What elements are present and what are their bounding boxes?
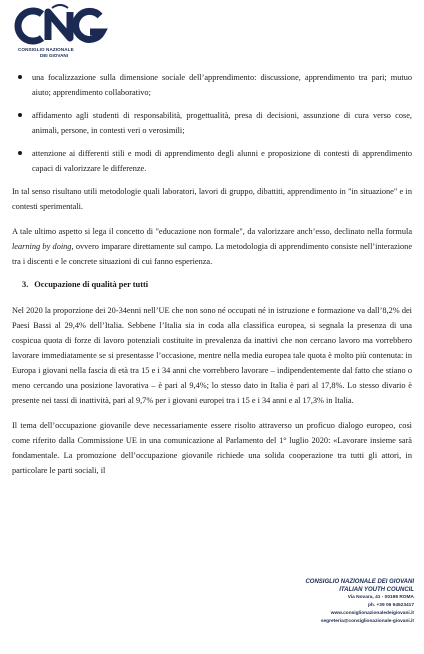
bullet-item <box>12 146 412 176</box>
paragraph-text: , ovvero imparare direttamente sul campo. La metodologia di apprendimento consiste nell’interazione tra i discenti e le concrete situazioni di cui fanno esperienza. <box>12 242 413 266</box>
footer-website-link[interactable]: www.consiglionazionaledeigiovani.it <box>330 611 414 616</box>
footer-phone: ph. +39 06 94523417 <box>367 603 414 608</box>
paragraph-text: A tale ultimo aspetto si lega il concetto di "educazione non formale", da valorizzare anch’esso, declinato nella formula <box>12 227 412 236</box>
bullet-list <box>12 70 412 176</box>
document-body <box>12 70 412 488</box>
paragraph: Nel 2020 la proporzione dei 20-34enni nell’UE che non sono né occupati né in istruzione e formazione va dall’8,2% dei Paesi Bassi al 29,4% dell’Italia. Sebbene l’Italia sia in coda alla classifica europea, si segnala la presenza di una cospicua quota di forze di lavoro potenziali costituite in prevalenza da inattivi che non cercano lavoro ma vorrebbero lavorare immediatamente se si presentasse l’occasione, mentre nella media europea tale quota è molto più contenuta: in Europa i giovani nella fascia di età tra 15 e i 34 anni che vorrebbero lavorare – indipendentemente dal fatto che stiano o meno cercando una posizione lavorativa – è pari al 9,4%; lo stesso dato in Italia è pari al 17,8%. Lo stesso divario è presente nei tassi di inattività, pari al 9,7% per i giovani europei tra i 15 e i 34 anni e al 17,3% in Italia. <box>12 306 412 405</box>
paragraph: Il tema dell’occupazione giovanile deve necessariamente essere risolto attraverso un proficuo dialogo europeo, così come riferito dalla Commissione UE in una comunicazione al Parlamento del 1° luglio 2020: «Lavorare insieme sarà fondamentale. La promozione dell’occupazione giovanile richiede una solida cooperazione tra tutti gli attori, in particolare le parti sociali, il <box>12 421 412 475</box>
section-title: Occupazione di qualità per tutti <box>34 280 149 289</box>
footer-email-link[interactable]: segreteria@consiglionazionale-giovani.it <box>320 619 414 624</box>
bullet-dot-icon <box>18 75 22 79</box>
logo-org-name <box>18 47 128 58</box>
bullet-item <box>12 108 412 138</box>
bullet-text: una focalizzazione sulla dimensione sociale dell’apprendimento: discussione, apprendimento tra pari; mutuo aiuto; apprendimento collaborativo; <box>32 73 412 97</box>
paragraph <box>12 224 412 269</box>
cng-logo <box>8 4 120 66</box>
section-number: 3. <box>22 280 29 289</box>
logo-org-line1: CONSIGLIO NAZIONALE <box>18 47 74 52</box>
footer-org-name: CONSIGLIO NAZIONALE DEI GIOVANI <box>305 579 414 585</box>
bullet-dot-icon <box>18 151 22 155</box>
bullet-dot-icon <box>18 113 22 117</box>
footer-address: Via Novara, 41 - 00198 ROMA <box>347 595 414 600</box>
bullet-text: affidamento agli studenti di responsabilità, progettualità, presa di decisioni, assunzione di cura verso cose, animali, persone, in contesti veri o verosimili; <box>32 111 412 135</box>
paragraph-italic-term: learning by doing <box>12 242 72 251</box>
paragraph: In tal senso risultano utili metodologie quali laboratori, lavori di gruppo, dibattiti, apprendimento in "in situazione" e in contesti sperimentali. <box>12 187 412 211</box>
footer-org-name-en: ITALIAN YOUTH COUNCIL <box>339 587 414 593</box>
section-heading <box>12 279 412 291</box>
cng-logo-mark <box>8 4 120 48</box>
footer-contact <box>174 578 414 626</box>
logo-org-line2: DEI GIOVANI <box>40 52 68 58</box>
bullet-item <box>12 70 412 100</box>
bullet-text: attenzione ai differenti stili e modi di apprendimento degli alunni e proposizione di contesti di apprendimento capaci di valorizzare le differenze. <box>32 149 412 173</box>
